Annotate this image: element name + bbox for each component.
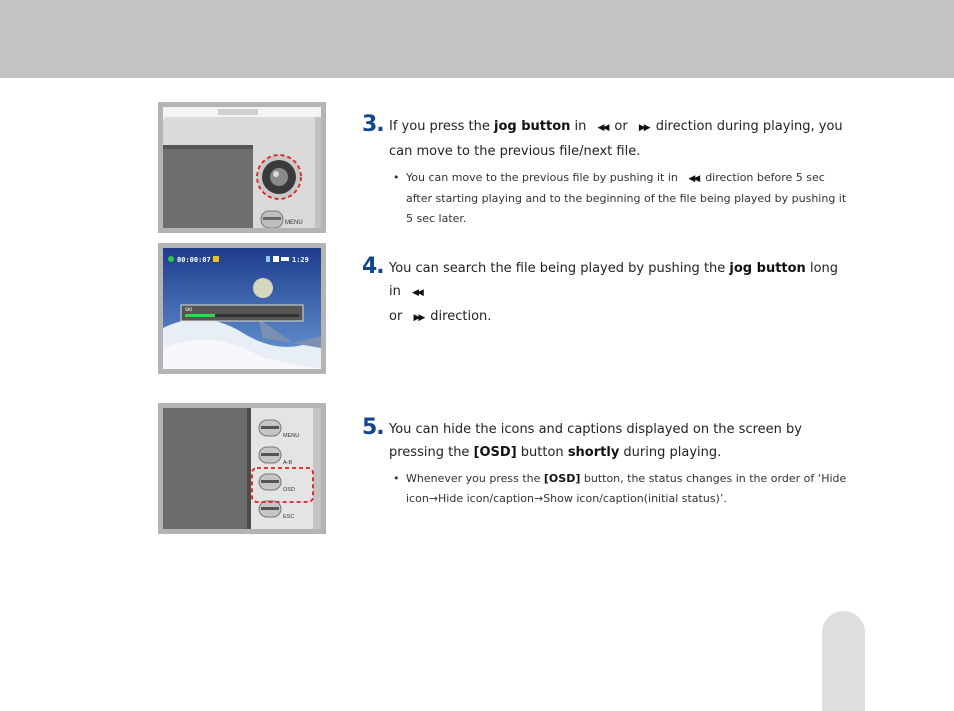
btn-label-osd: OSD	[283, 487, 295, 493]
step-4	[362, 254, 852, 330]
rewind-icon: ◀◀	[688, 174, 699, 184]
jog-button-illustration	[158, 102, 326, 233]
page-tab	[822, 611, 865, 711]
osd-button-illustration	[158, 403, 326, 534]
rewind-icon: ◀◀	[597, 123, 608, 133]
right-arrow-icon: →	[428, 492, 439, 505]
osd-term: [OSD]	[473, 445, 517, 460]
device-osd-image	[163, 408, 321, 529]
step-number: 5.	[362, 415, 384, 440]
step-text: You can hide the icons and captions displayed on the screen by pressing the [OSD] button shortly during playing.	[389, 422, 802, 460]
screen-time: 00:00:07	[177, 256, 211, 264]
menu-label: MENU	[285, 220, 303, 226]
btn-label-esc: ESC	[283, 514, 295, 520]
step-number: 3.	[362, 112, 384, 137]
step-note: • You can move to the previous file by pushing it in ◀◀ direction before 5 sec after starting playing and to the beginning of the file being played by pushing it 5 sec later.	[389, 168, 852, 229]
step-3	[362, 112, 852, 229]
bullet-icon: •	[393, 171, 400, 184]
step-5	[362, 415, 852, 509]
screen-file-name: SKI	[185, 308, 193, 313]
osd-term: [OSD]	[543, 472, 581, 485]
jog-button-term: jog button	[494, 119, 571, 134]
fast-forward-icon: ▶▶	[413, 313, 424, 323]
step-note: • Whenever you press the [OSD] button, the status changes in the order of ‘Hide icon→Hide icon/caption→Show icon/caption(initial status)’.	[389, 469, 852, 509]
jog-button-term: jog button	[729, 261, 806, 276]
step-text: If you press the jog button in ◀◀ or ▶▶ direction during playing, you can move to the previous file/next file.	[389, 119, 843, 159]
btn-label-menu: MENU	[283, 433, 300, 439]
rewind-icon: ◀◀	[412, 288, 422, 298]
bullet-icon: •	[393, 472, 400, 485]
shortly-term: shortly	[567, 445, 620, 460]
playback-screen-image	[163, 248, 321, 369]
device-jog-image	[163, 107, 321, 228]
screen-clock: 1:29	[292, 256, 309, 264]
right-arrow-icon: →	[533, 492, 544, 505]
btn-label-ab: A-B	[283, 460, 293, 466]
step-text: You can search the file being played by pushing the jog button long in ◀◀ or ▶▶ direction.	[389, 261, 839, 324]
playback-screen-illustration	[158, 243, 326, 374]
step-number: 4.	[362, 254, 384, 279]
fast-forward-icon: ▶▶	[638, 123, 649, 133]
header-bar	[0, 0, 954, 78]
